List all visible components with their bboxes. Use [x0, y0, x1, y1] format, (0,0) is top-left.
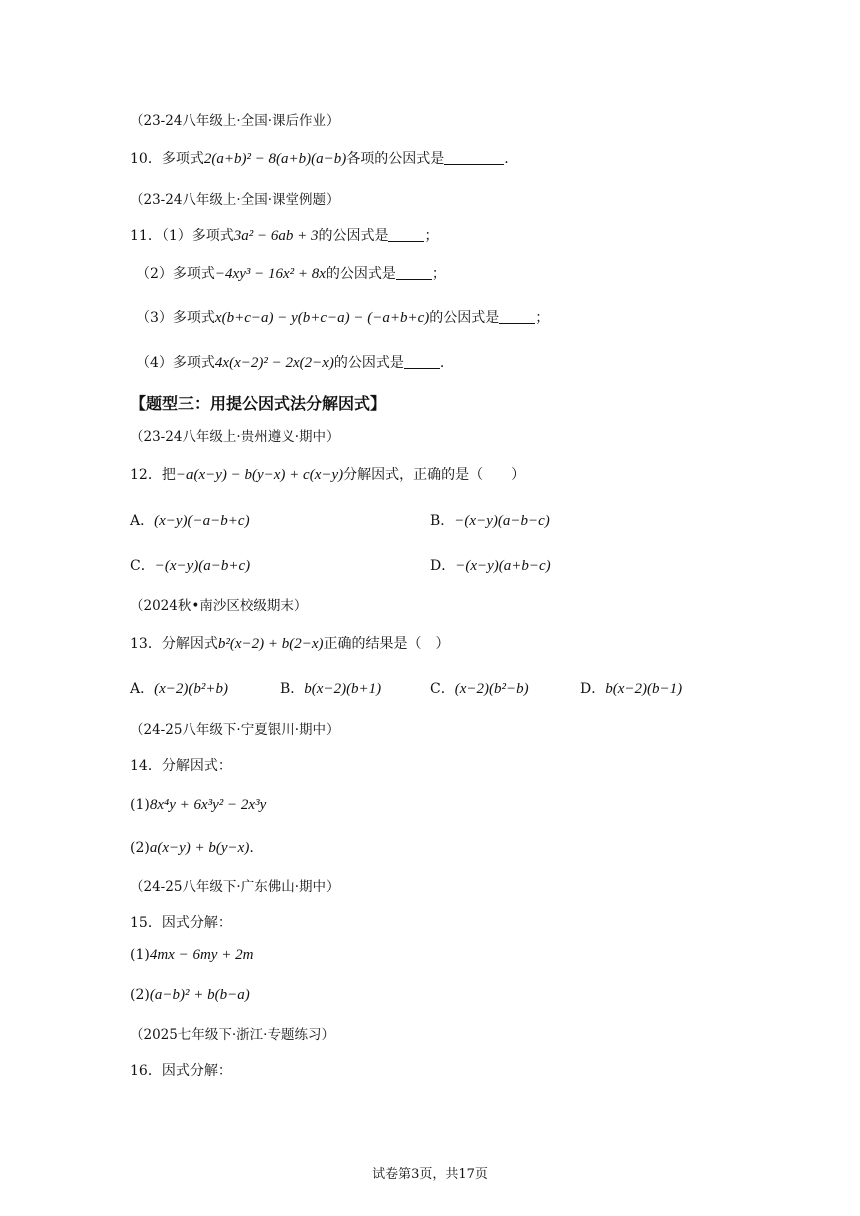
math-expression: x(b+c−a) − y(b+c−a) − (−a+b+c)	[214, 310, 430, 326]
math-expression: (x−2)(b²−b)	[454, 681, 529, 697]
source-label: （23-24八年级上·全国·课后作业）	[130, 113, 340, 129]
question-text: 正确的结果是（ ）	[323, 636, 450, 652]
question-text: 的公因式是	[325, 266, 396, 282]
punctuation: .	[504, 151, 509, 167]
question-11-part-4	[136, 353, 444, 373]
source-label: （2025七年级下·浙江·专题练习）	[130, 1027, 335, 1043]
option-label: C．	[130, 558, 155, 574]
math-expression: −(x−y)(a−b+c)	[154, 558, 251, 574]
question-15-title: 15．因式分解：	[130, 915, 232, 931]
part-label: (2)	[130, 987, 150, 1003]
math-expression: b(x−2)(b−1)	[605, 681, 683, 697]
question-11-part-3	[136, 308, 549, 328]
math-expression: −a(x−y) − b(y−x) + c(x−y)	[175, 467, 344, 483]
answer-blank[interactable]	[388, 227, 424, 242]
math-expression: 4x(x−2)² − 2x(2−x)	[214, 355, 334, 371]
page-footer: 试卷第3页，共17页	[372, 1167, 488, 1182]
math-expression: (a−b)² + b(b−a)	[149, 987, 250, 1003]
question-text: 的公因式是	[429, 310, 500, 326]
math-expression: 3a² − 6ab + 3	[233, 228, 319, 244]
source-label: （24-25八年级下·广东佛山·期中）	[130, 879, 340, 895]
option-label: C．	[430, 681, 455, 697]
punctuation: .	[439, 355, 445, 371]
option-d[interactable]	[430, 556, 551, 576]
part-label: (2)	[130, 840, 150, 856]
question-text: 的公因式是	[333, 355, 404, 371]
question-10	[130, 149, 509, 169]
question-text: （2）多项式	[136, 266, 215, 282]
source-label: （24-25八年级下·宁夏银川·期中）	[130, 722, 340, 738]
question-15-part-1	[130, 945, 253, 965]
math-expression: b²(x−2) + b(2−x)	[217, 636, 324, 652]
question-14-title: 14．分解因式：	[130, 758, 232, 774]
punctuation: ；	[431, 266, 446, 282]
punctuation: ；	[535, 310, 550, 326]
math-expression: 8x⁴y + 6x³y² − 2x³y	[149, 797, 267, 813]
option-d[interactable]	[580, 679, 682, 699]
option-label: D．	[580, 681, 606, 697]
math-expression: b(x−2)(b+1)	[304, 681, 382, 697]
source-label: （2024秋•南沙区校级期末）	[130, 598, 308, 614]
option-a[interactable]	[130, 511, 250, 531]
answer-blank[interactable]	[499, 309, 535, 324]
option-label: A．	[130, 513, 155, 529]
answer-blank[interactable]	[396, 265, 432, 280]
source-label: （23-24八年级上·全国·课堂例题）	[130, 192, 340, 208]
option-b[interactable]	[280, 679, 381, 699]
math-expression: −(x−y)(a+b−c)	[455, 558, 551, 574]
option-label: D．	[430, 558, 456, 574]
question-text: 的公因式是	[318, 228, 389, 244]
option-label: B．	[280, 681, 305, 697]
answer-blank[interactable]	[404, 354, 440, 369]
answer-blank[interactable]	[444, 150, 504, 165]
question-14-part-1	[130, 795, 266, 815]
question-15-part-2	[130, 985, 250, 1005]
question-14-part-2	[130, 838, 254, 858]
option-label: A．	[130, 681, 155, 697]
question-11-part-2	[136, 264, 446, 284]
question-12	[130, 465, 525, 485]
question-11-part-1	[130, 226, 438, 246]
option-c[interactable]	[130, 556, 250, 576]
math-expression: (x−2)(b²+b)	[154, 681, 229, 697]
math-expression: −(x−y)(a−b−c)	[454, 513, 550, 529]
part-label: (1)	[130, 797, 150, 813]
question-text: （3）多项式	[136, 310, 215, 326]
math-expression: a(x−y) + b(y−x)	[149, 840, 250, 856]
option-b[interactable]	[430, 511, 550, 531]
question-text: 分解因式，正确的是（ ）	[343, 467, 526, 483]
punctuation: .	[249, 840, 254, 856]
option-a[interactable]	[130, 679, 228, 699]
math-expression: −4xy³ − 16x² + 8x	[214, 266, 326, 282]
math-expression: 2(a+b)² − 8(a+b)(a−b)	[203, 151, 347, 167]
punctuation: ；	[424, 228, 439, 244]
part-label: (1)	[130, 947, 150, 963]
question-text: 10．多项式	[130, 151, 204, 167]
option-c[interactable]	[430, 679, 529, 699]
question-text: （4）多项式	[136, 355, 215, 371]
question-text: 11．（1）多项式	[130, 228, 234, 244]
option-label: B．	[430, 513, 455, 529]
question-text: 12．把	[130, 467, 176, 483]
question-16-title: 16．因式分解：	[130, 1063, 232, 1079]
math-expression: (x−y)(−a−b+c)	[154, 513, 250, 529]
section-heading: 【题型三：用提公因式法分解因式】	[130, 394, 387, 413]
question-text: 13．分解因式	[130, 636, 218, 652]
question-text: 各项的公因式是	[346, 151, 445, 167]
source-label: （23-24八年级上·贵州遵义·期中）	[130, 429, 340, 445]
math-expression: 4mx − 6my + 2m	[149, 947, 254, 963]
question-13	[130, 634, 450, 654]
